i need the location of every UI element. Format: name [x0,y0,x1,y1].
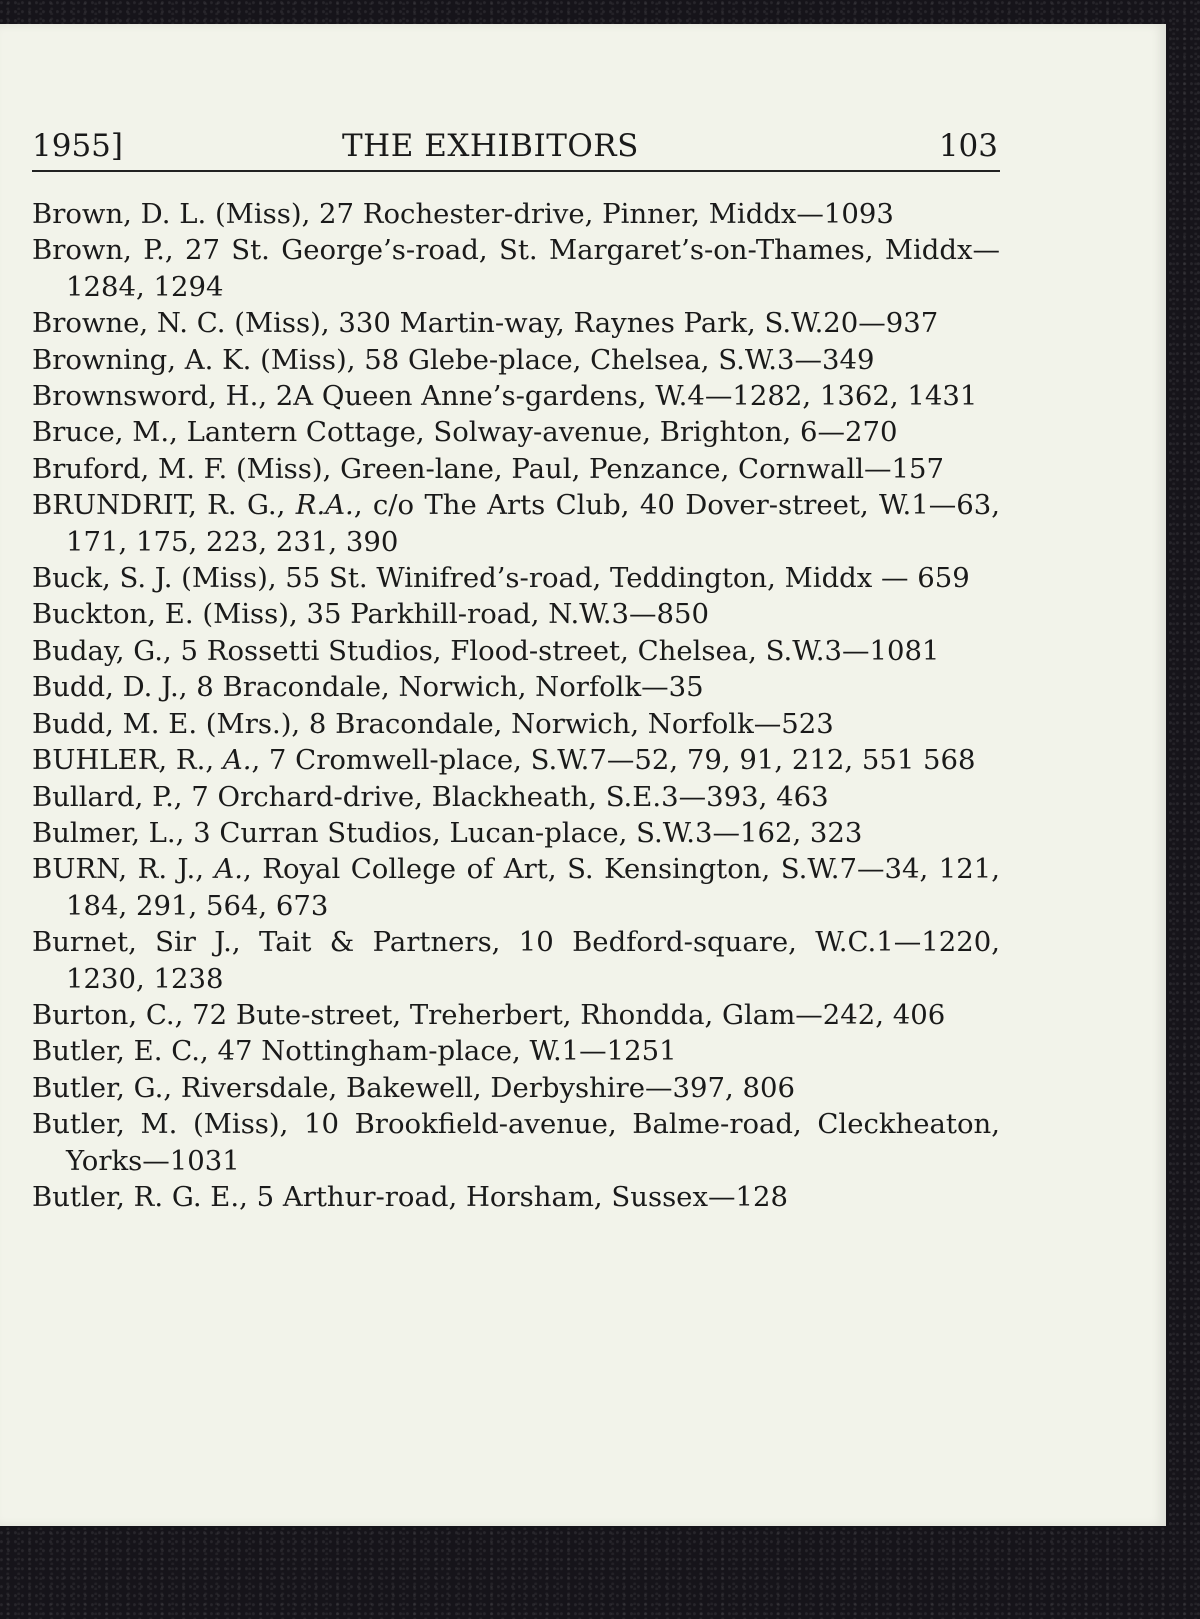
entry-text-continued: , 7 Cromwell-place, S.W.7—52, 79, 91, 212, 551 568 [251,744,976,777]
exhibitor-entry [32,706,1000,742]
book-page [0,24,1166,1526]
entry-text: Brown, P., 27 St. George’s-road, St. Margaret’s-on-Thames, Middx—1284, 1294 [32,234,1000,303]
entry-text: BRUNDRIT, R. G., [32,489,296,522]
entry-text: Brown, D. L. (Miss), 27 Rochester-drive, Pinner, Middx—1093 [32,198,894,230]
exhibitor-entry [32,742,1000,778]
entry-text: Buckton, E. (Miss), 35 Parkhill-road, N.W.3—850 [32,598,709,631]
exhibitor-entry [32,1070,1000,1106]
entry-text: Butler, G., Riversdale, Bakewell, Derbyshire—397, 806 [32,1071,796,1104]
entry-text: Buday, G., 5 Rossetti Studios, Flood-street, Chelsea, S.W.3—1081 [32,634,940,667]
entry-text: Butler, M. (Miss), 10 Brookfield-avenue, Balme-road, Cleckheaton, Yorks—1031 [32,1108,1000,1177]
exhibitor-entry [32,815,1000,851]
exhibitor-entry [32,669,1000,705]
entry-text: Burnet, Sir J., Tait & Partners, 10 Bedford-square, W.C.1—1220, 1230, 1238 [32,926,1000,995]
entry-honour: R.A. [295,489,354,522]
exhibitor-entry [32,305,1000,341]
entry-text: Browne, N. C. (Miss), 330 Martin-way, Raynes Park, S.W.20—937 [32,307,939,340]
entry-text-continued: , c/o The Arts Club, 40 Dover-street, W.1—63, 171, 175, 223, 231, 390 [66,489,1000,558]
exhibitor-entry [32,560,1000,596]
running-header [32,122,1000,172]
entry-text: Bruce, M., Lantern Cottage, Solway-avenue, Brighton, 6—270 [32,416,898,449]
exhibitor-entry [32,1106,1000,1179]
exhibitor-entry [32,414,1000,450]
entry-text: Budd, M. E. (Mrs.), 8 Bracondale, Norwich, Norfolk—523 [32,707,834,740]
exhibitor-entry [32,633,1000,669]
entry-honour: A. [222,744,252,777]
entry-text: Brownsword, H., 2A Queen Anne’s-gardens, W.4—1282, 1362, 1431 [32,380,978,413]
entry-honour: A. [214,853,244,886]
entry-text: Budd, D. J., 8 Bracondale, Norwich, Norfolk—35 [32,671,704,704]
entry-text: Butler, E. C., 47 Nottingham-place, W.1—1251 [32,1035,677,1068]
entry-text: Buck, S. J. (Miss), 55 St. Winifred’s-road, Teddington, Middx — 659 [32,562,970,595]
exhibitor-entry [32,997,1000,1033]
entry-text-continued: , Royal College of Art, S. Kensington, S.W.7—34, 121, 184, 291, 564, 673 [66,853,1000,922]
exhibitor-entry [32,378,1000,414]
page-number: 103 [938,128,998,164]
exhibitor-entry [32,851,1000,924]
exhibitor-list [32,196,1000,1215]
exhibitor-entry [32,196,1000,232]
exhibitor-entry [32,924,1000,997]
header-year: 1955] [32,128,123,164]
entry-text: BURN, R. J., [32,853,215,886]
exhibitor-entry [32,342,1000,378]
entry-text: Bruford, M. F. (Miss), Green-lane, Paul, Penzance, Cornwall—157 [32,452,945,485]
exhibitor-entry [32,451,1000,487]
exhibitor-entry [32,487,1000,560]
exhibitor-entry [32,1179,1000,1215]
entry-text: Bullard, P., 7 Orchard-drive, Blackheath, S.E.3—393, 463 [32,780,829,813]
exhibitor-entry [32,232,1000,305]
page-title: THE EXHIBITORS [342,128,639,164]
entry-text: Butler, R. G. E., 5 Arthur-road, Horsham, Sussex—128 [32,1180,788,1213]
exhibitor-entry [32,779,1000,815]
entry-text: Bulmer, L., 3 Curran Studios, Lucan-place, S.W.3—162, 323 [32,816,863,849]
entry-text: Burton, C., 72 Bute-street, Treherbert, Rhondda, Glam—242, 406 [32,998,946,1031]
exhibitor-entry [32,1033,1000,1069]
exhibitor-entry [32,596,1000,632]
entry-text: Browning, A. K. (Miss), 58 Glebe-place, Chelsea, S.W.3—349 [32,343,875,376]
entry-text: BUHLER, R., [32,744,223,777]
